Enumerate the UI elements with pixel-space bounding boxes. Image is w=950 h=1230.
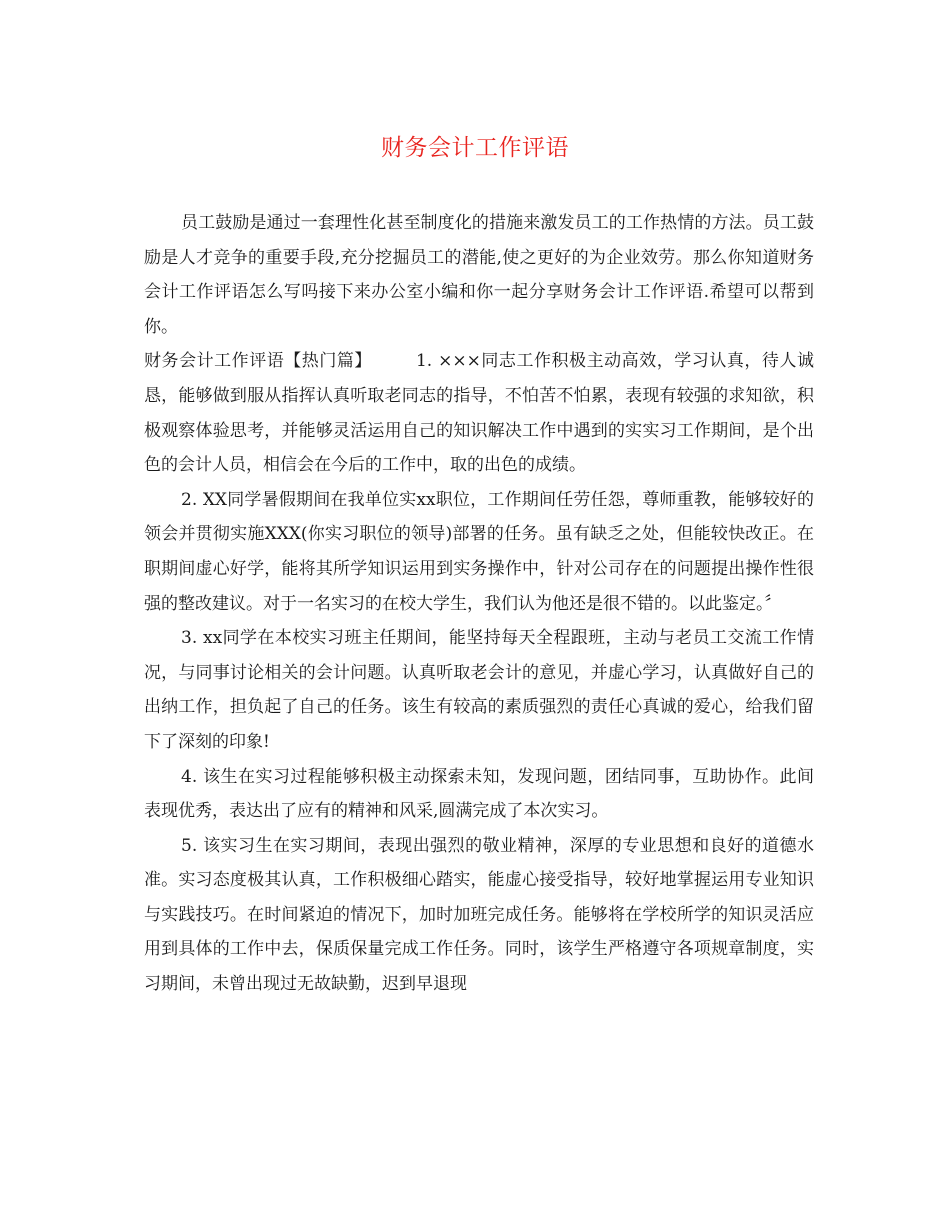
document-body [144, 206, 814, 1002]
item-3-paragraph: 3. xx同学在本校实习班主任期间，能坚持每天全程跟班，主动与老员工交流工作情况，与同事讨论相关的会计问题。认真听取老会计的意见，并虚心学习，认真做好自己的出纳工作，担负起了自己的任务。该生有较高的素质强烈的责任心真诚的爱心，给我们留下了深刻的印象! [144, 628, 814, 752]
section-heading: 财务会计工作评语【热门篇】 [144, 351, 372, 372]
item-1-text: 1. ×××同志工作积极主动高效，学习认真，待人诚恳，能够做到服从指挥认真听取老同志的指导，不怕苦不怕累，表现有较强的求知欲，积极观察体验思考，并能够灵活运用自己的知识解决工作中遇到的实实习工作期间，是个出色的会计人员，相信会在今后的工作中，取的出色的成绩。 [144, 351, 814, 476]
item-2-paragraph: 2. XX同学暑假期间在我单位实xx职位，工作期间任劳任怨，尊师重教，能够较好的领会并贯彻实施XXX(你实习职位的领导)部署的任务。虽有缺乏之处，但能较快改正。在职期间虚心好学，能将其所学知识运用到实务操作中，针对公司存在的问题提出操作性很强的整改建议。对于一名实习的在校大学生，我们认为他还是很不错的。以此鉴定。〞 [144, 489, 814, 614]
intro-paragraph: 员工鼓励是通过一套理性化甚至制度化的措施来激发员工的工作热情的方法。员工鼓励是人才竞争的重要手段,充分挖掘员工的潜能,使之更好的为企业效劳。那么你知道财务会计工作评语怎么写吗接下来办公室小编和你一起分享财务会计工作评语.希望可以帮到你。 [144, 213, 814, 337]
document-title: 财务会计工作评语 [381, 135, 569, 161]
item-4-paragraph: 4. 该生在实习过程能够积极主动探索未知，发现问题，团结同事，互助协作。此间表现优秀，表达出了应有的精神和风采,圆满完成了本次实习。 [144, 766, 814, 822]
section-paragraph [144, 344, 814, 482]
item-5-paragraph: 5. 该实习生在实习期间，表现出强烈的敬业精神，深厚的专业思想和良好的道德水准。实习态度极其认真，工作积极细心踏实，能虚心接受指导，较好地掌握运用专业知识与实践技巧。在时间紧迫的情况下，加时加班完成任务。能够将在学校所学的知识灵活应用到具体的工作中去，保质保量完成工作任务。同时，该学生严格遵守各项规章制度，实习期间，未曾出现过无故缺勤，迟到早退现 [144, 835, 814, 995]
